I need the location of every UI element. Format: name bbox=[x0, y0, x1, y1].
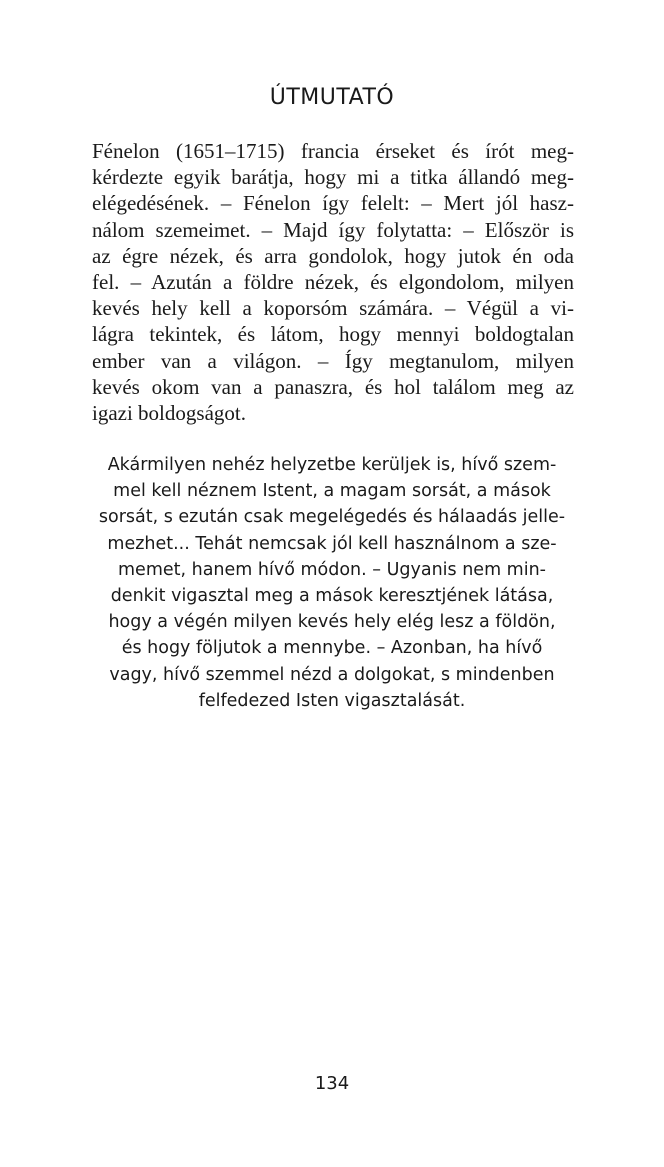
reflection-line: Akármilyen nehéz helyzetbe kerüljek is, hívő szem- bbox=[107, 455, 557, 475]
story-line: kérdezte egyik barátja, hogy mi a titka állandó meg- bbox=[92, 165, 574, 190]
story-line: ember van a világon. – Így megtanulom, milyen bbox=[92, 348, 574, 373]
reflection-line: felfedezed Isten vigasztalását. bbox=[198, 690, 466, 711]
story-line: lágra tekintek, és látom, hogy mennyi boldogtalan bbox=[92, 322, 574, 347]
story-line: kevés hely kell a koporsóm számára. – Végül a vi- bbox=[92, 296, 574, 321]
story-line: Fénelon (1651–1715) francia érseket és írót meg- bbox=[92, 139, 574, 163]
reflection-paragraph bbox=[80, 452, 584, 714]
reflection-line: mezhet... Tehát nemcsak jól kell használnom a sze- bbox=[107, 533, 557, 554]
story-paragraph bbox=[92, 138, 574, 426]
story-line: nálom szemeimet. – Majd így folytatta: – Először is bbox=[92, 217, 574, 242]
reflection-line: memet, hanem hívő módon. – Ugyanis nem min- bbox=[118, 559, 546, 580]
reflection-line: mel kell néznem Istent, a magam sorsát, a mások bbox=[113, 481, 551, 502]
story-line: elégedésének. – Fénelon így felelt: – Mert jól hasz- bbox=[92, 191, 574, 216]
story-line: igazi boldogságot. bbox=[92, 400, 246, 425]
reflection-line: és hogy följutok a mennybe. – Azonban, ha hívő bbox=[121, 638, 543, 659]
page-number: 134 bbox=[314, 1073, 350, 1094]
reflection-line: hogy a végén milyen kevés hely elég lesz a földön, bbox=[108, 612, 556, 633]
reflection-line: sorsát, s ezután csak megelégedés és hálaadás jelle- bbox=[98, 507, 566, 528]
chapter-title: ÚTMUTATÓ bbox=[269, 85, 395, 110]
story-line: az égre nézek, és arra gondolok, hogy jutok én oda bbox=[92, 243, 574, 268]
story-line: fel. – Azután a földre nézek, és elgondolom, milyen bbox=[92, 269, 574, 294]
reflection-line: denkit vigasztal meg a mások keresztjének látása, bbox=[110, 585, 554, 606]
story-line: kevés okom van a panaszra, és hol találom meg az bbox=[92, 374, 574, 399]
reflection-line: vagy, hívő szemmel nézd a dolgokat, s mindenben bbox=[109, 664, 555, 685]
